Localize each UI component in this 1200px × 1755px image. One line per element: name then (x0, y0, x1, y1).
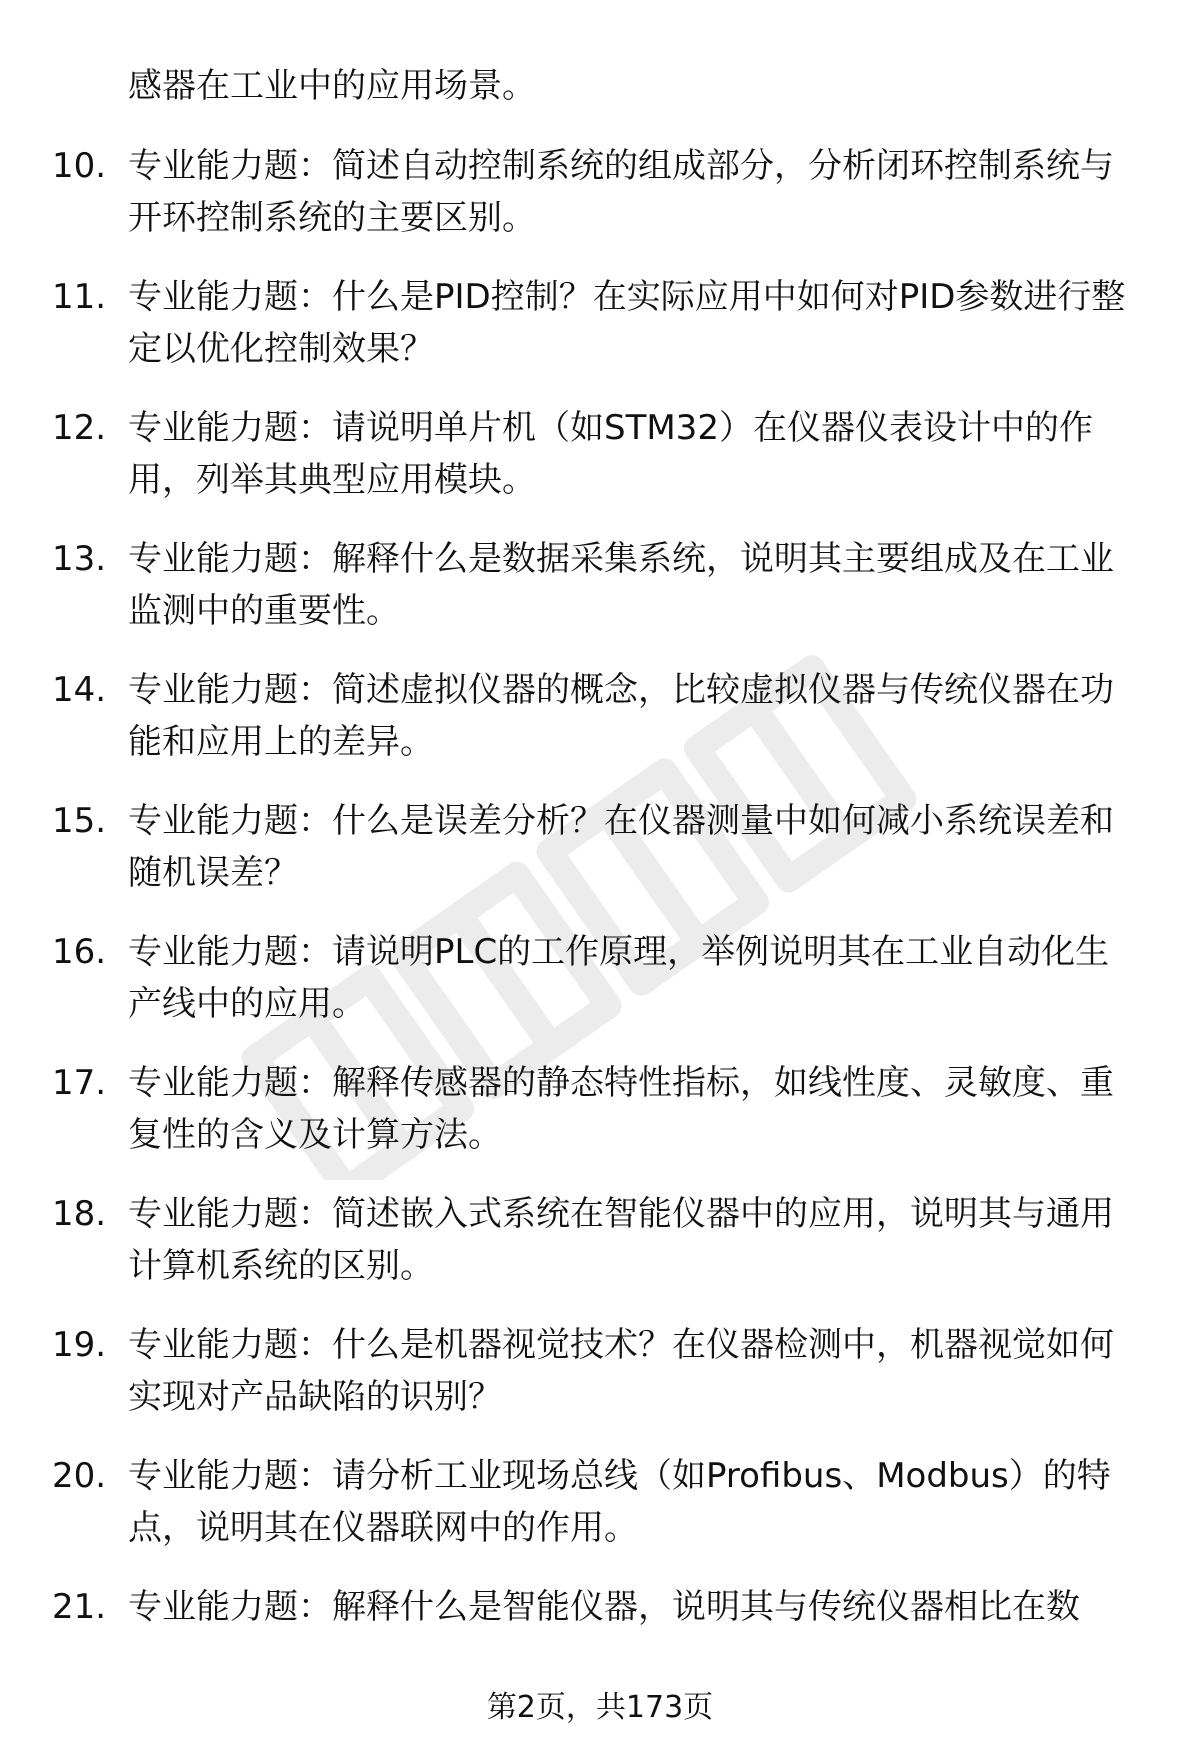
question-list (0, 140, 1200, 1712)
question-text: 专业能力题：请说明单片机（如STM32）在仪器仪表设计中的作用，列举其典型应用模块。 (128, 408, 1093, 500)
question-text: 专业能力题：简述嵌入式系统在智能仪器中的应用，说明其与通用计算机系统的区别。 (128, 1194, 1114, 1286)
question-item (0, 402, 1200, 533)
question-item (0, 1188, 1200, 1319)
question-item (0, 664, 1200, 795)
question-item (0, 795, 1200, 926)
question-item (0, 140, 1200, 271)
question-item (0, 1057, 1200, 1188)
question-item (0, 271, 1200, 402)
question-text: 专业能力题：解释传感器的静态特性指标，如线性度、灵敏度、重复性的含义及计算方法。 (128, 1063, 1114, 1155)
question-text: 专业能力题：解释什么是智能仪器，说明其与传统仪器相比在数 (128, 1587, 1080, 1627)
question-number: 10. (52, 146, 107, 186)
question-number: 20. (52, 1456, 107, 1496)
question-number: 19. (52, 1325, 107, 1365)
question-text: 专业能力题：什么是误差分析？在仪器测量中如何减小系统误差和随机误差？ (128, 801, 1114, 893)
question-number: 13. (52, 539, 107, 579)
page-footer: 第2页，共173页 (486, 1690, 714, 1725)
question-text: 专业能力题：请分析工业现场总线（如Profibus、Modbus）的特点，说明其在仪器联网中的作用。 (128, 1456, 1111, 1548)
question-text: 专业能力题：简述虚拟仪器的概念，比较虚拟仪器与传统仪器在功能和应用上的差异。 (128, 670, 1114, 762)
question-number: 17. (52, 1063, 107, 1103)
question-number: 14. (52, 670, 107, 710)
question-item (0, 1450, 1200, 1581)
question-number: 15. (52, 801, 107, 841)
question-item (0, 1319, 1200, 1450)
question-item (0, 533, 1200, 664)
question-text: 专业能力题：什么是机器视觉技术？在仪器检测中，机器视觉如何实现对产品缺陷的识别？ (128, 1325, 1114, 1417)
continuation-text: 感器在工业中的应用场景。 (128, 66, 536, 106)
question-number: 21. (52, 1587, 107, 1627)
question-number: 12. (52, 408, 107, 448)
question-number: 16. (52, 932, 107, 972)
question-number: 11. (52, 277, 107, 317)
question-text: 专业能力题：解释什么是数据采集系统，说明其主要组成及在工业监测中的重要性。 (128, 539, 1114, 631)
question-text: 专业能力题：简述自动控制系统的组成部分，分析闭环控制系统与开环控制系统的主要区别。 (128, 146, 1114, 238)
question-text: 专业能力题：请说明PLC的工作原理，举例说明其在工业自动化生产线中的应用。 (128, 932, 1110, 1024)
question-item (0, 926, 1200, 1057)
question-text: 专业能力题：什么是PID控制？在实际应用中如何对PID参数进行整定以优化控制效果？ (128, 277, 1126, 369)
question-number: 18. (52, 1194, 107, 1234)
